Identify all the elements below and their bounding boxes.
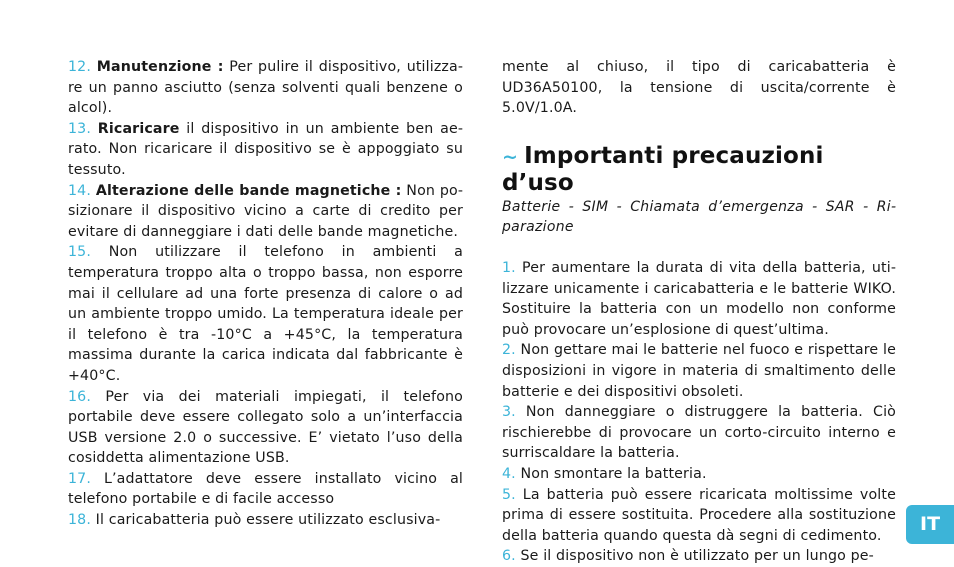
item-number: 17. [68, 470, 92, 487]
list-item [68, 119, 463, 181]
item-number: 14. [68, 182, 92, 199]
item-text: Per aumentare la durata di vita della batteria, utilizzare unicamente i caricabatteria e le batterie WIKO. Sostituire la batteria con un modello non conforme può provocare un’esplosione di quest’ultima. [502, 259, 896, 338]
left-column [68, 57, 463, 531]
item-number: 6. [502, 548, 516, 565]
item-title: Alterazione delle bande magnetiche : [95, 182, 402, 199]
list-item [68, 387, 463, 469]
item-text: Per pulire il dispositivo, utilizzare un panno asciutto (senza solventi quali benzene o alcol). [68, 59, 463, 117]
language-tab: IT [906, 505, 954, 544]
item-number: 15. [68, 244, 92, 261]
list-item [68, 469, 463, 510]
continued-text: mente al chiuso, il tipo di caricabatteria è UD36A50100, la tensione di uscita/corrente è 5.0V/1.0A. [502, 59, 896, 117]
list-item [502, 464, 896, 485]
item-number: 4. [502, 465, 516, 482]
list-item [502, 485, 896, 547]
item-text: Non smontare la batteria. [515, 465, 707, 482]
list-item [68, 57, 463, 119]
item-text: Non gettare mai le batterie nel fuoco e rispettare le disposizioni in vigore in materia di smaltimento delle batterie e dei dispositivi obsoleti. [502, 342, 896, 400]
item-number: 13. [68, 120, 92, 137]
list-item [68, 242, 463, 386]
item-title: Ricaricare [97, 120, 180, 137]
right-column [502, 57, 896, 567]
item-number: 18. [68, 512, 92, 529]
item-number: 16. [68, 388, 92, 405]
list-item [68, 510, 463, 531]
list-item [68, 181, 463, 243]
section-subtitle: Batterie - SIM - Chiamata d’emergenza - SAR - Riparazione [502, 198, 896, 236]
item-text: Per via dei materiali impiegati, il telefono portabile deve essere collegato solo a un’interfaccia USB versione 2.0 o successive. E’ vietato l’uso della cosiddetta alimentazione USB. [68, 388, 463, 467]
list-item [502, 402, 896, 464]
item-text: L’adattatore deve essere installato vicino al telefono portabile e di facile accesso [68, 470, 463, 508]
item-text: Se il dispositivo non è utilizzato per un lungo pe- [515, 548, 874, 565]
list-item [502, 258, 896, 340]
section-heading [502, 143, 896, 196]
list-item [502, 340, 896, 402]
item-title: Manutenzione : [96, 59, 224, 75]
item-text: Non posizionare il dispositivo vicino a carte di credito per evitare di danneggiare i dati delle bande magnetiche. [68, 182, 463, 240]
item-number: 5. [502, 486, 516, 503]
item-text: La batteria può essere ricaricata moltissime volte prima di essere sostituita. Procedere alla sostituzione della batteria quando questa dà segni di cedimento. [502, 486, 896, 544]
item-text: Non danneggiare o distruggere la batteria. Ciò rischierebbe di provocare un corto-circuito interno e surriscaldare la batteria. [502, 404, 896, 462]
list-item [502, 546, 896, 567]
item-number: 3. [502, 404, 516, 421]
item-text: Il caricabatteria può essere utilizzato esclusiva- [91, 512, 441, 529]
tilde-mark: ~ [502, 145, 519, 168]
item-number: 2. [502, 342, 516, 359]
item-text: Non utilizzare il telefono in ambienti a temperatura troppo alta o troppo bassa, non esporre mai il cellulare ad una forte presenza di calore o ad un ambiente troppo umido. La temperatura ideale per il telefono è tra -10°C a +45°C, la temperatura massima durante la carica indicata dal fabbricante è +40°C. [68, 244, 463, 384]
item-text: il dispositivo in un ambiente ben aerato. Non ricaricare il dispositivo se è appoggiato su tessuto. [68, 120, 463, 178]
section-title: Importanti precauzioni d’uso [502, 142, 824, 196]
item-number: 12. [68, 59, 92, 75]
item-number: 1. [502, 259, 516, 276]
